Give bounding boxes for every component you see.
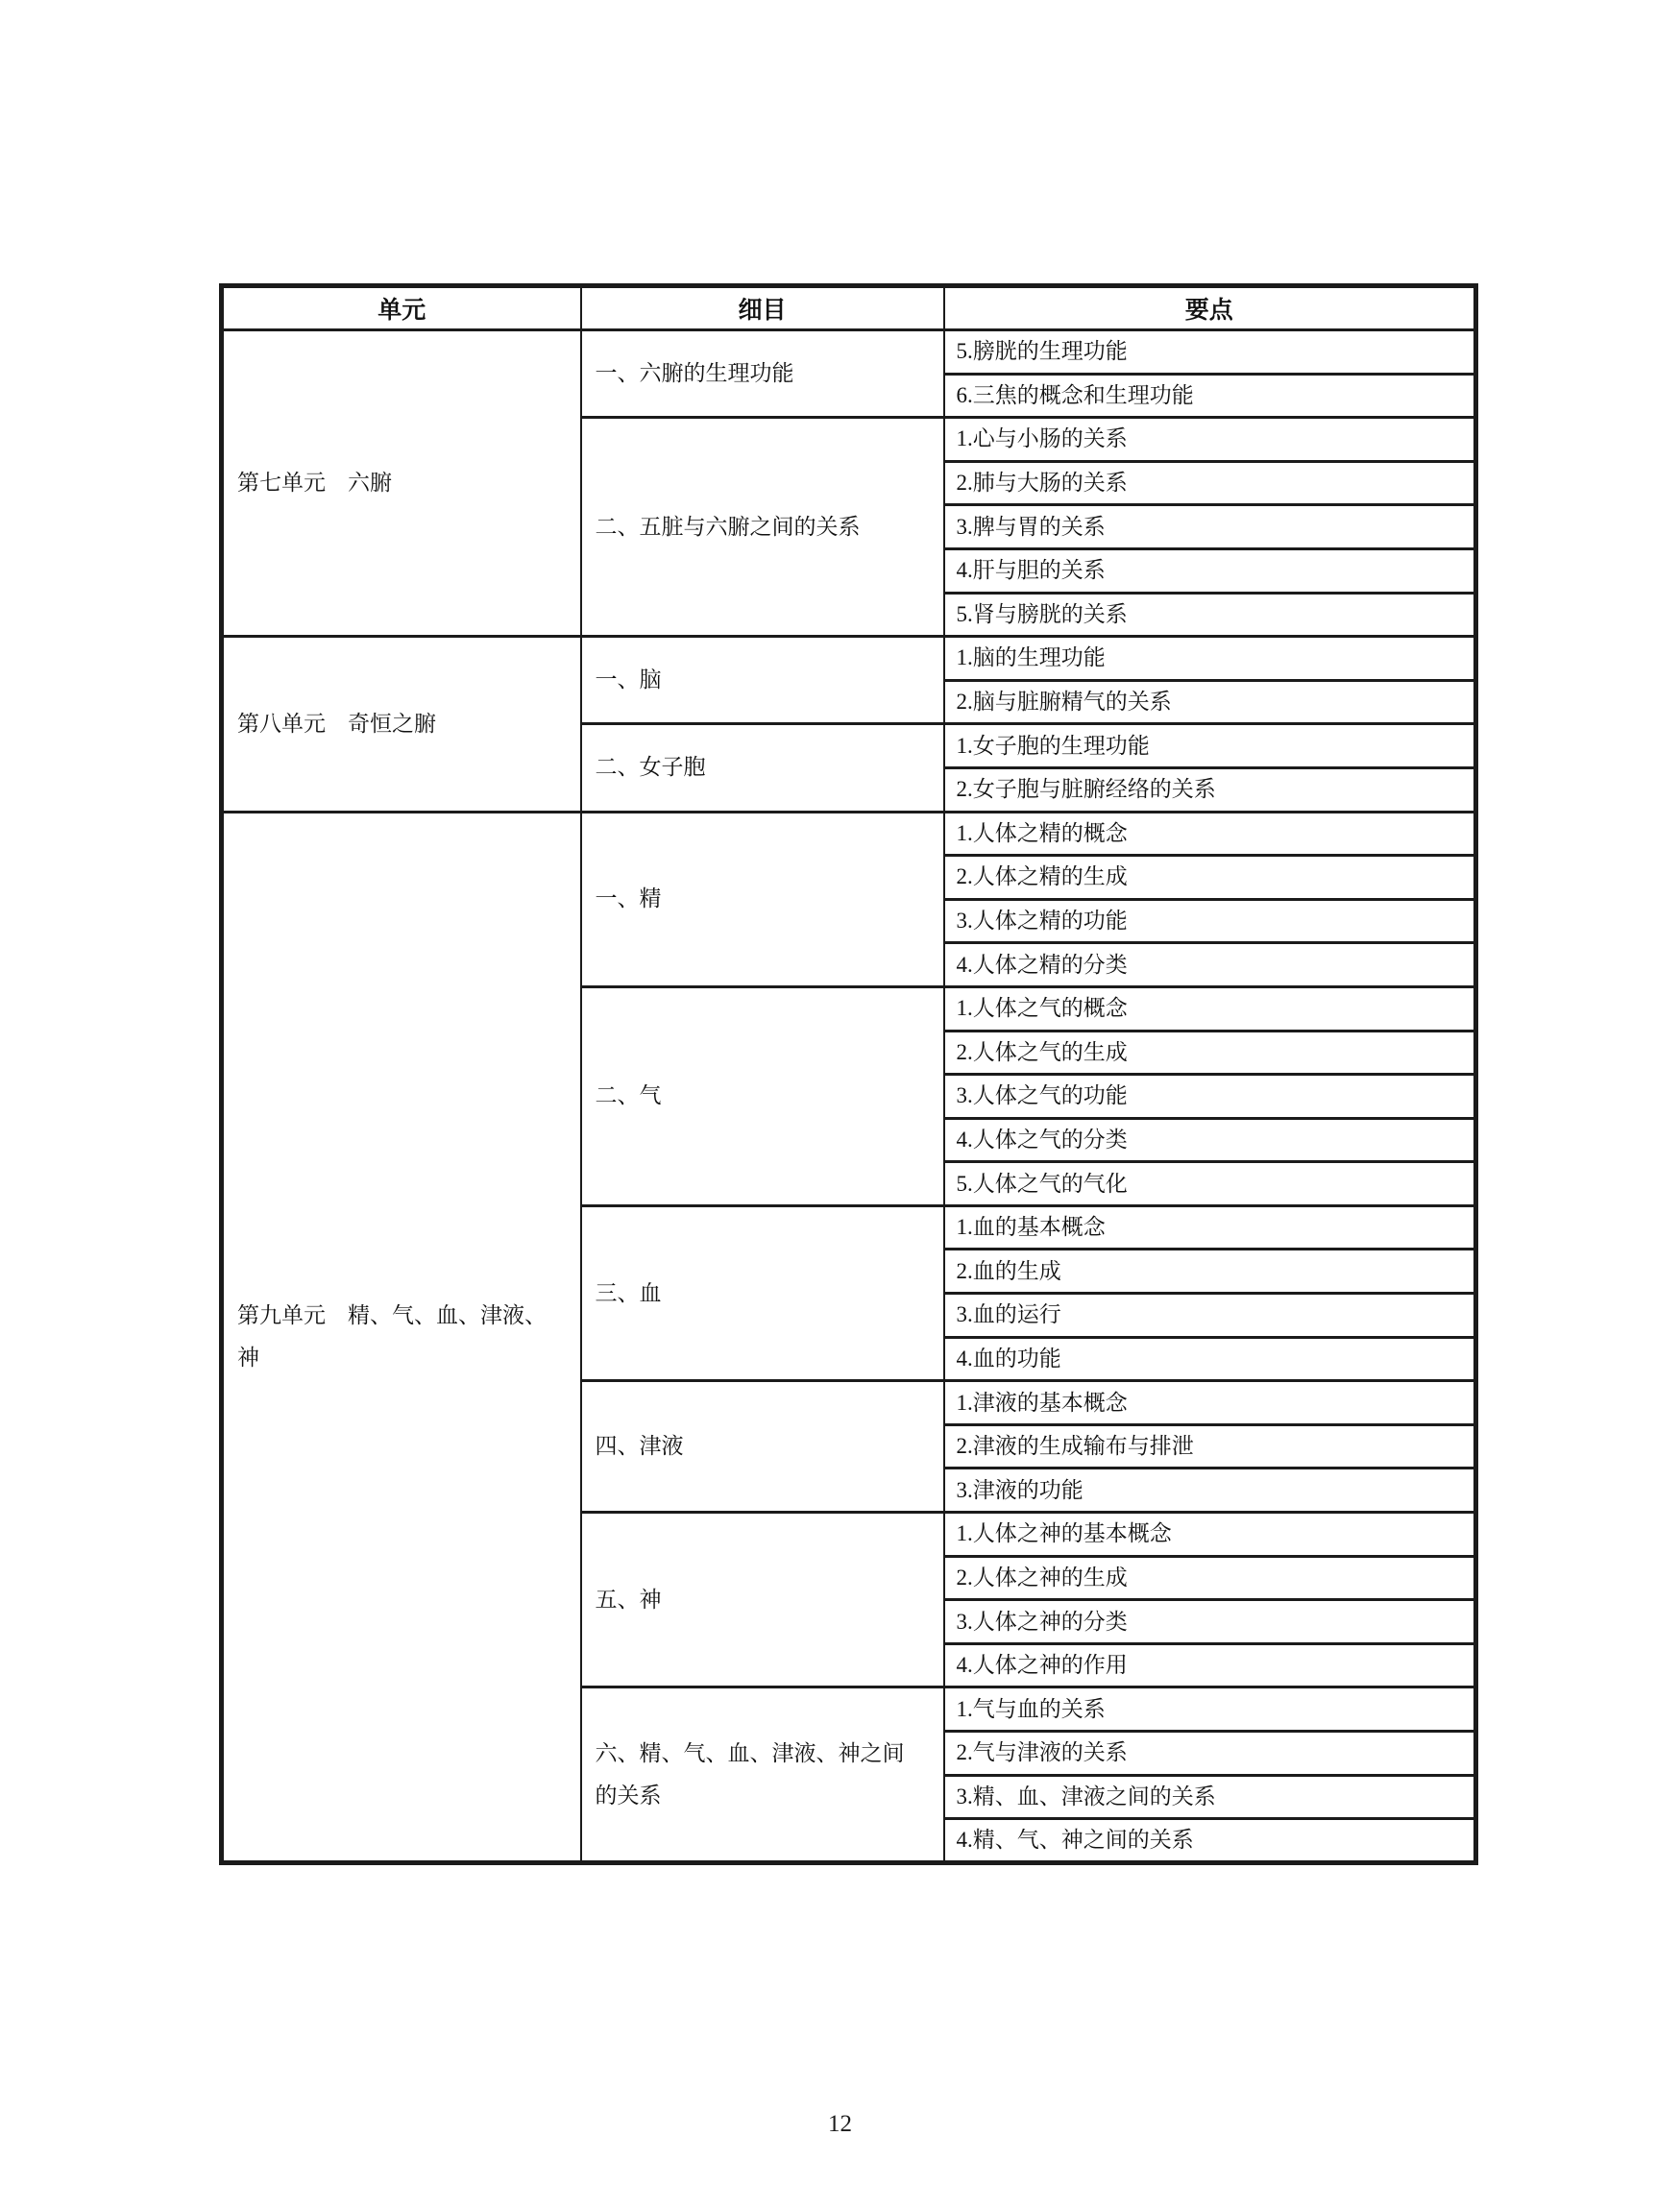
point-cell: 4.血的功能 — [944, 1337, 1476, 1381]
table-row — [222, 637, 1476, 681]
point-cell: 4.人体之神的作用 — [944, 1643, 1476, 1687]
point-cell: 3.精、血、津液之间的关系 — [944, 1775, 1476, 1819]
point-cell: 1.女子胞的生理功能 — [944, 724, 1476, 768]
page-number: 12 — [828, 2111, 852, 2137]
point-cell: 2.气与津液的关系 — [944, 1732, 1476, 1776]
point-cell: 1.人体之气的概念 — [944, 986, 1476, 1031]
point-cell: 4.肝与胆的关系 — [944, 548, 1476, 593]
point-cell: 1.气与血的关系 — [944, 1687, 1476, 1732]
point-cell: 1.脑的生理功能 — [944, 637, 1476, 681]
unit-cell: 第八单元 奇恒之腑 — [222, 637, 581, 812]
point-cell: 1.心与小肠的关系 — [944, 418, 1476, 462]
point-cell: 3.人体之精的功能 — [944, 899, 1476, 943]
point-cell: 5.膀胱的生理功能 — [944, 330, 1476, 375]
point-cell: 1.人体之精的概念 — [944, 812, 1476, 856]
point-cell: 1.人体之神的基本概念 — [944, 1513, 1476, 1557]
point-cell: 3.津液的功能 — [944, 1469, 1476, 1513]
header-cell-point: 要点 — [944, 286, 1476, 330]
table-row — [222, 812, 1476, 856]
unit-cell: 第七单元 六腑 — [222, 330, 581, 637]
detail-cell: 四、津液 — [581, 1381, 944, 1513]
detail-cell: 六、精、气、血、津液、神之间的关系 — [581, 1687, 944, 1862]
detail-cell: 一、脑 — [581, 637, 944, 724]
point-cell: 5.人体之气的气化 — [944, 1162, 1476, 1206]
syllabus-table — [219, 283, 1478, 1865]
header-row — [222, 286, 1476, 330]
detail-cell: 五、神 — [581, 1513, 944, 1687]
point-cell: 5.肾与膀胱的关系 — [944, 593, 1476, 637]
point-cell: 2.人体之气的生成 — [944, 1031, 1476, 1075]
point-cell: 1.血的基本概念 — [944, 1205, 1476, 1250]
detail-cell: 二、五脏与六腑之间的关系 — [581, 418, 944, 637]
point-cell: 4.精、气、神之间的关系 — [944, 1819, 1476, 1863]
detail-cell: 二、气 — [581, 986, 944, 1205]
table-header — [222, 286, 1476, 330]
detail-cell: 一、六腑的生理功能 — [581, 330, 944, 418]
header-cell-unit: 单元 — [222, 286, 581, 330]
point-cell: 3.人体之神的分类 — [944, 1600, 1476, 1644]
point-cell: 4.人体之精的分类 — [944, 943, 1476, 987]
point-cell: 3.人体之气的功能 — [944, 1075, 1476, 1119]
point-cell: 2.血的生成 — [944, 1250, 1476, 1294]
point-cell: 2.脑与脏腑精气的关系 — [944, 680, 1476, 724]
point-cell: 2.肺与大肠的关系 — [944, 461, 1476, 505]
unit-cell: 第九单元 精、气、血、津液、神 — [222, 812, 581, 1862]
detail-cell: 一、精 — [581, 812, 944, 986]
point-cell: 6.三焦的概念和生理功能 — [944, 374, 1476, 418]
detail-cell: 三、血 — [581, 1205, 944, 1380]
point-cell: 2.人体之神的生成 — [944, 1556, 1476, 1600]
point-cell: 2.津液的生成输布与排泄 — [944, 1424, 1476, 1469]
syllabus-table-body — [222, 330, 1476, 1863]
header-cell-detail: 细目 — [581, 286, 944, 330]
point-cell: 2.女子胞与脏腑经络的关系 — [944, 767, 1476, 812]
point-cell: 3.血的运行 — [944, 1294, 1476, 1338]
point-cell: 2.人体之精的生成 — [944, 856, 1476, 900]
point-cell: 1.津液的基本概念 — [944, 1381, 1476, 1425]
table-row — [222, 330, 1476, 375]
point-cell: 3.脾与胃的关系 — [944, 505, 1476, 549]
point-cell: 4.人体之气的分类 — [944, 1118, 1476, 1162]
detail-cell: 二、女子胞 — [581, 724, 944, 812]
